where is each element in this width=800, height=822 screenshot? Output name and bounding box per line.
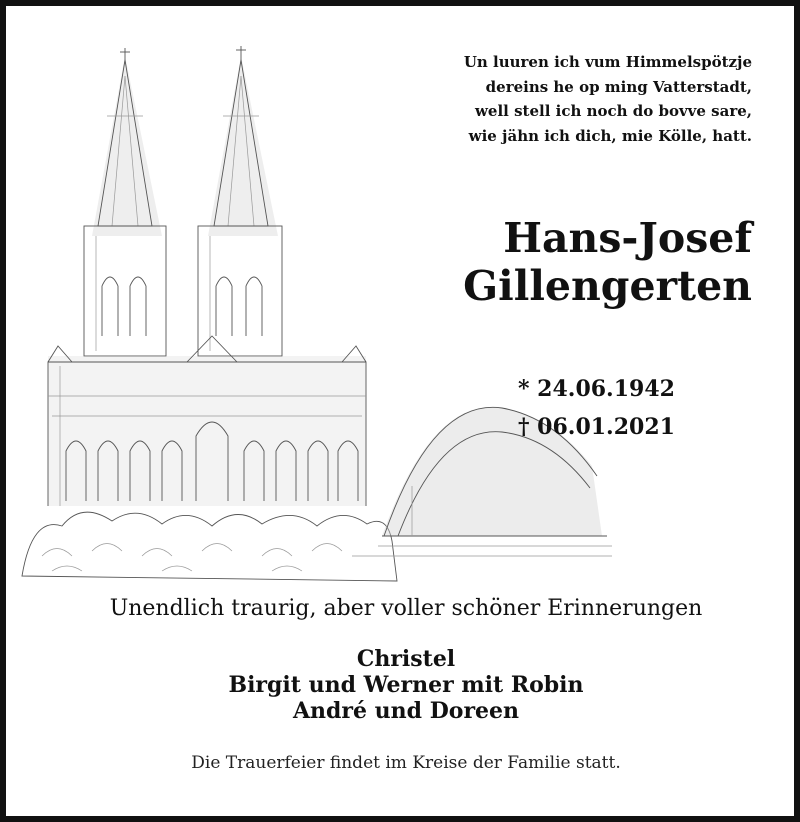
last-name: Gillengerten [463,262,752,310]
deceased-name [332,214,752,310]
poem-verse [352,50,752,148]
mourner-name: André und Doreen [292,698,520,724]
mourners-list [6,646,800,724]
poem-line: well stell ich noch do bovve sare, [475,102,752,120]
first-name: Hans-Josef [503,214,752,262]
left-spire-drawing [84,48,166,356]
death-date: † 06.01.2021 [518,414,675,440]
condolence-tagline: Unendlich traurig, aber voller schöner Erinnerungen [109,596,703,621]
mourner-name: Christel [356,646,456,672]
life-dates [518,370,675,446]
birth-date: * 24.06.1942 [518,376,675,402]
right-spire-drawing [198,46,282,356]
poem-line: wie jähn ich dich, mie Kölle, hatt. [468,126,752,145]
funeral-notice: Die Trauerfeier findet im Kreise der Familie statt. [191,753,621,773]
mourner-name: Birgit und Werner mit Robin [228,672,584,698]
cathedral-nave-drawing [48,336,366,506]
poem-line: dereins he op ming Vatterstadt, [485,77,752,96]
shrubbery-drawing [22,512,397,581]
poem-line: Un luuren ich vum Himmelspötzje [463,53,752,71]
